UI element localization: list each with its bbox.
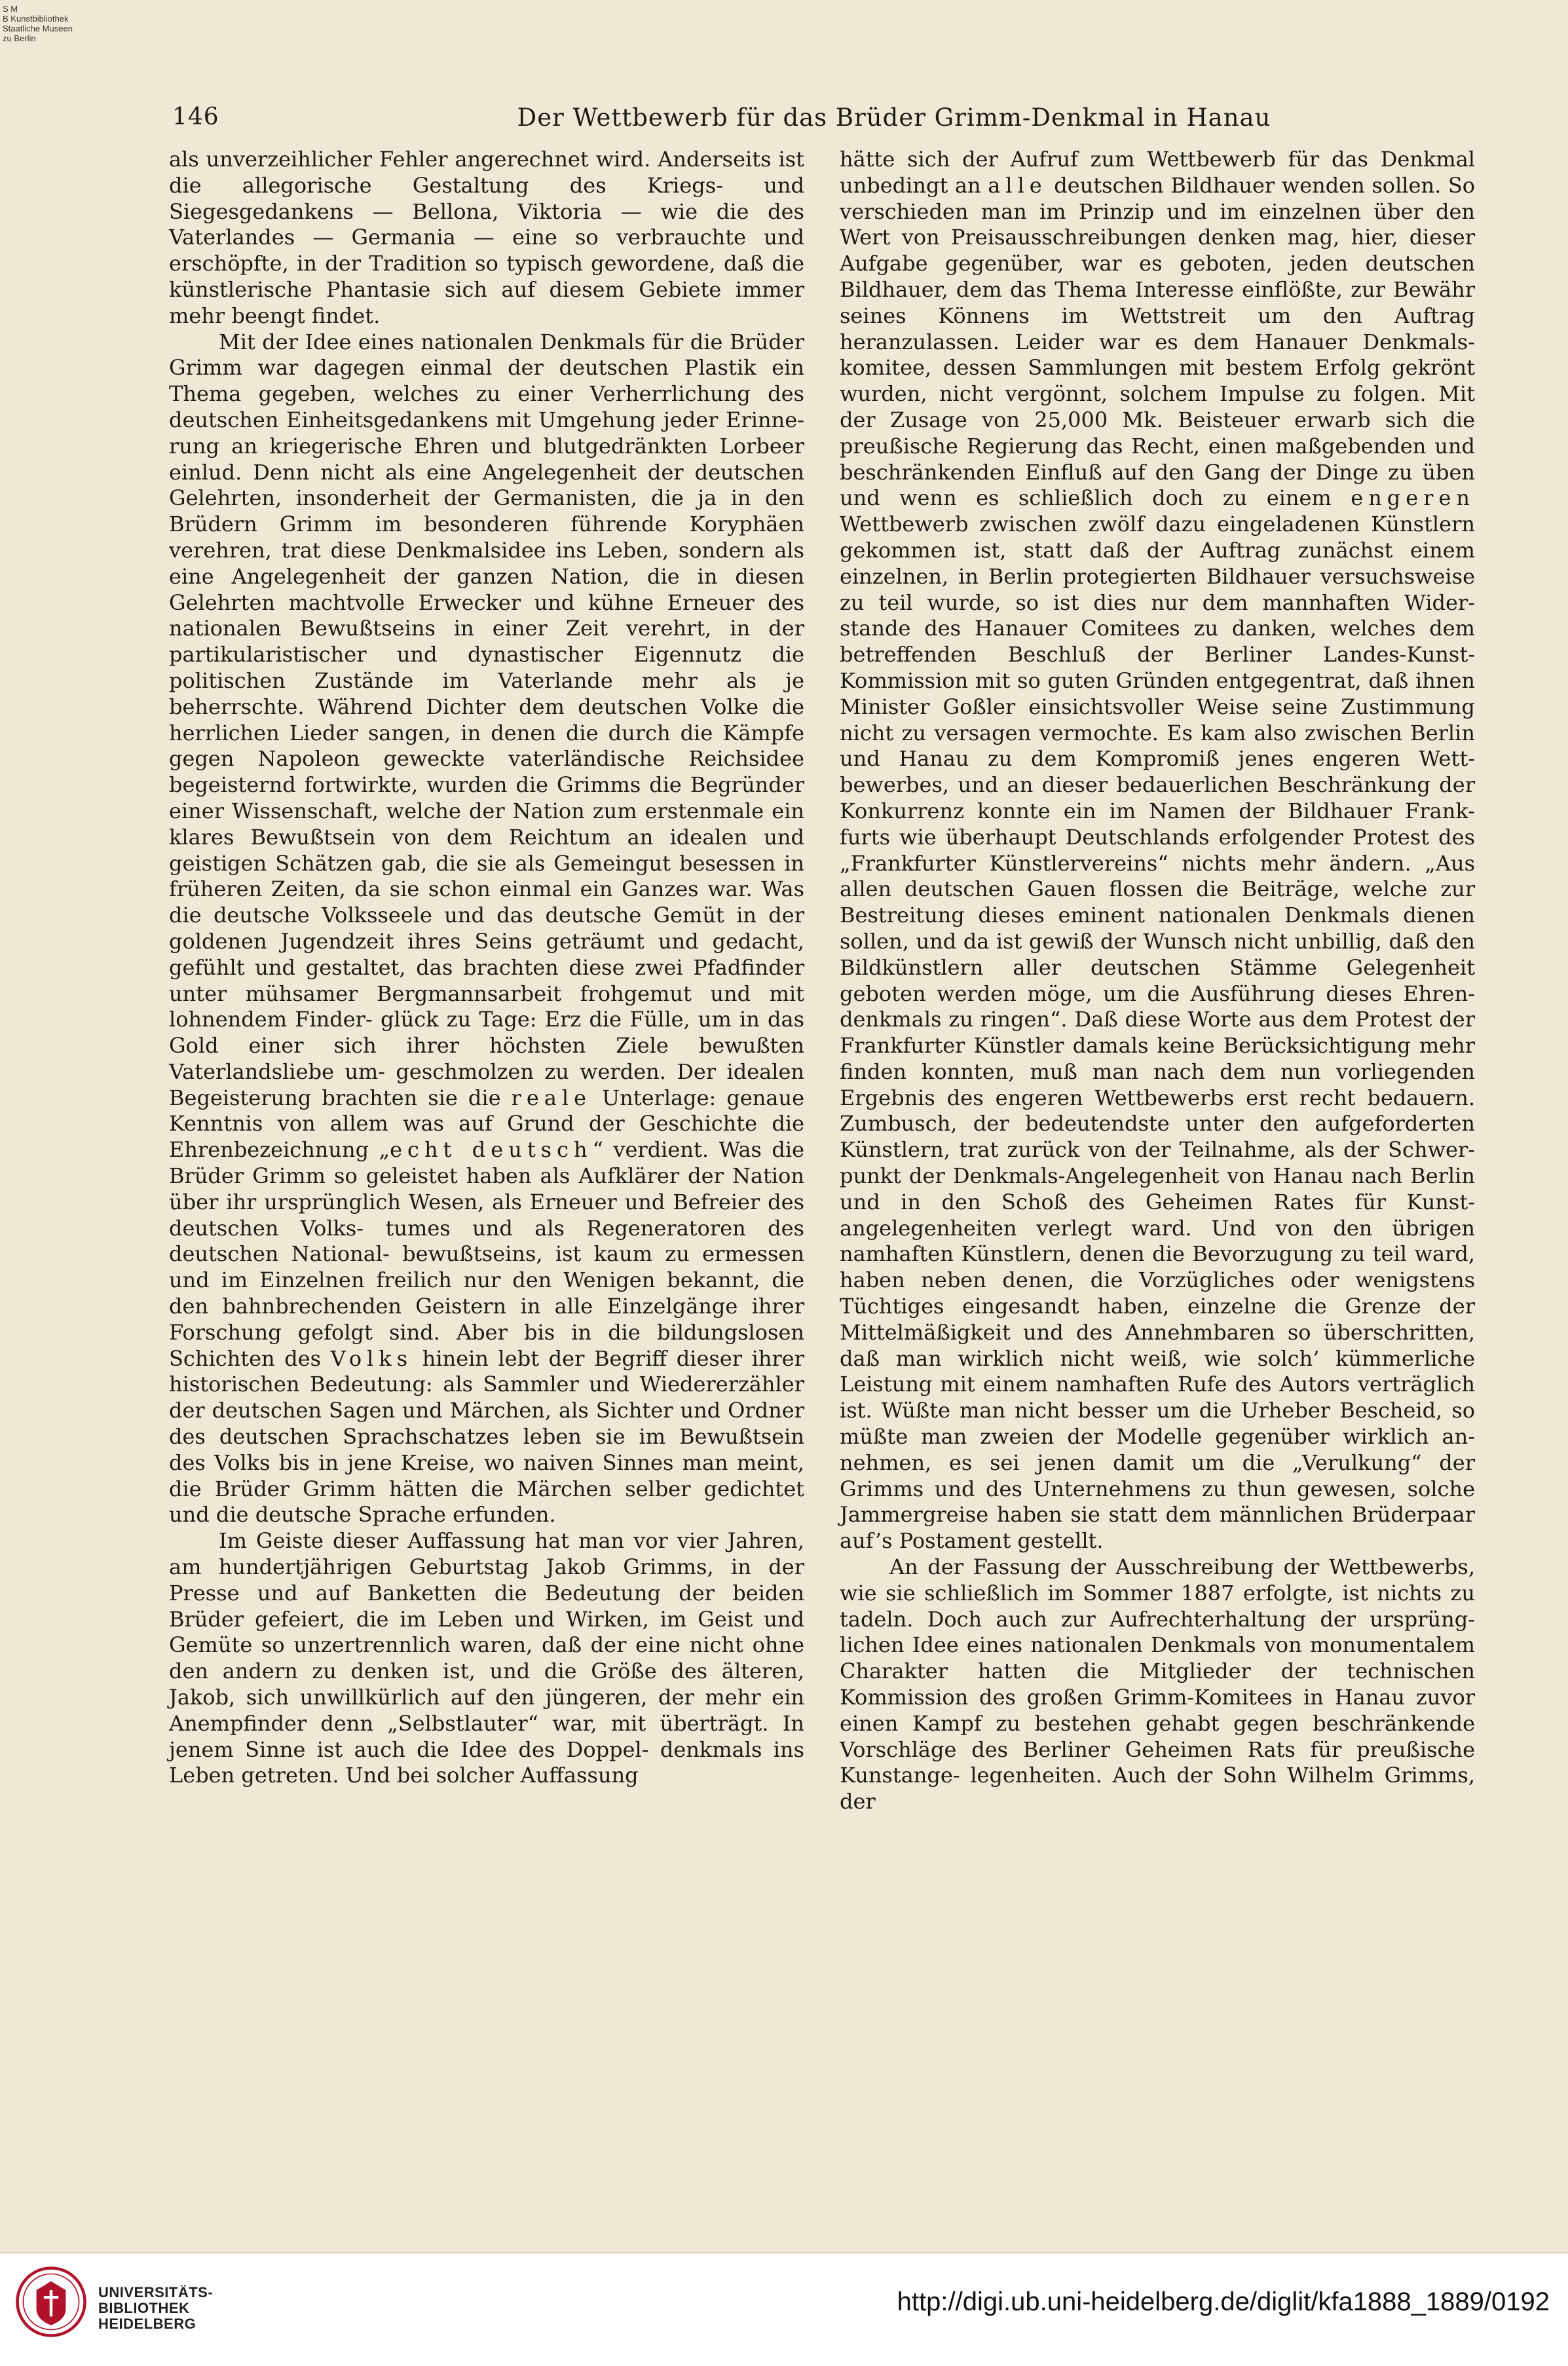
text-run: hinein lebt der Begriff dieser ihrer historischen Bedeutung: als Sammler und Wiedererzähler der deutschen Sagen und Märchen, als Sichter und Ordner des deutschen Sprachschatzes leben sie im Bewußtsein des Volks bis in jene Kreise, wo naiven Sinnes man meint, die Brüder Grimm hätten die Märchen selber gedichtet und die deutsche Sprache erfunden.: [169, 1345, 805, 1528]
paragraph: [169, 329, 804, 1529]
text-run: Unterlage: genaue Kenntnis von allem was auf Grund der Geschichte die Ehrenbezeichnung „: [169, 1085, 805, 1163]
page-number: 146: [172, 103, 219, 130]
source-url-link[interactable]: http://digi.ub.uni-heidelberg.de/diglit/kfa1888_1889/0192: [897, 2287, 1550, 2316]
library-name-line: UNIVERSITÄTS-: [98, 2284, 214, 2300]
library-name-line: BIBLIOTHEK: [98, 2300, 190, 2316]
text-run: “ verdient. Was die Brüder Grimm so geleistet haben als Aufklärer der Nation über ihr ursprünglich Wesen, als Erneuer und Befreier des deutschen Volks- tumes und als Regeneratoren des deutschen National- bewußtseins, ist kaum zu ermessen und im Einzelnen freilich nur den Wenigen bekannt, die den bahnbrechenden Geistern in alle Einzelgänge ihrer Forschung gefolgt sind. Aber bis in die bildungslosen Schichten des: [169, 1137, 805, 1371]
spaced-emphasis: echt deutsch: [390, 1137, 593, 1163]
paragraph: Im Geiste dieser Auffassung hat man vor vier Jahren, am hundertjährigen Geburtstag Jakob Grimms, in der Presse und auf Banketten die Bedeutung der beiden Brüder gefeiert, die im Leben und Wirken, im Geist und Gemüte so unzertrennlich waren, daß der eine nicht ohne den andern zu denken ist, und die Größe des älteren, Jakob, sich unwillkürlich auf den jüngeren, der mehr ein Anempfinder denn „Selbstlauter“ war, mit überträgt. In jenem Sinne ist auch die Idee des Doppel- denkmals ins Leben getreten. Und bei solcher Auffassung: [169, 1528, 804, 1788]
page-footer: [0, 2253, 1568, 2366]
right-column: [840, 147, 1475, 2033]
library-stamp: [3, 4, 73, 43]
text-run: Mit der Idee eines nationalen Denkmals für die Brüder Grimm war dagegen einmal der deutschen Plastik ein Thema gegeben, welches zu einer Verherrlichung des deutschen Einheitsgedankens mit Umgehung jeder Erinne- rung an kriegerische Ehren und blutgedränkten Lorbeer einlud. Denn nicht als eine Angelegenheit der deutschen Gelehrten, insonderheit der Germanisten, die ja in den Brüdern Grimm im besonderen führende Koryphäen verehren, trat diese Denkmalsidee ins Leben, sondern als eine Angelegenheit der ganzen Nation, die in diesen Gelehrten machtvolle Erwecker und kühne Erneuer des nationalen Bewußtseins in einer Zeit verehrt, in der partikularistischer und dynastischer Eigennutz die politischen Zustände im Vaterlande mehr als je beherrschte. Während Dichter dem deutschen Volke die herrlichen Lieder sangen, in denen die durch die Kämpfe gegen Napoleon geweckte vaterländische Reichsidee begeisternd fortwirkte, wurden die Grimms die Begründer einer Wissenschaft, welche der Nation zum erstenmale ein klares Bewußtsein von dem Reichtum an idealen und geistigen Schätzen gab, die sie als Gemeingut besessen in früheren Zeiten, da sie schon einmal ein Ganzes war. Was die deutsche Volksseele und das deutsche Gemüt in der goldenen Jugendzeit ihres Seins geträumt und gedacht, gefühlt und gestaltet, das brachten diese zwei Pfadfinder unter mühsamer Bergmannsarbeit frohgemut und mit lohnendem Finder- glück zu Tage: Erz die Fülle, um in das Gold einer sich ihrer höchsten Ziele bewußten Vaterlandsliebe um- geschmolzen zu werden. Der idealen Begeisterung brachten sie die: [169, 329, 804, 1110]
stamp-line: zu Berlin: [3, 33, 36, 43]
paragraph: An der Fassung der Ausschreibung der Wettbewerbs, wie sie schließlich im Sommer 1887 erfolgte, ist nichts zu tadeln. Doch auch zur Aufrechterhaltung der ursprüng- lichen Idee eines nationalen Denkmals von monumentalem Charakter hatten die Mitglieder der technischen Kommission des großen Grimm-Komitees in Hanau zuvor einen Kampf zu bestehen gehabt gegen beschränkende Vorschläge des Berliner Geheimen Rats für preußische Kunstange- legenheiten. Auch der Sohn Wilhelm Grimms, der: [840, 1554, 1475, 1814]
page-header: [167, 103, 1470, 136]
left-column: [169, 147, 804, 2033]
spaced-emphasis: engeren: [1351, 485, 1476, 511]
text-run: deutschen Bildhauer wenden sollen. So verschieden man im Prinzip und im einzelnen über den Wert von Preisausschreibungen denken mag, hier, dieser Aufgabe gegenüber, war es geboten, jeden deutschen Bildhauer, dem das Thema Interesse einflößte, zur Bewähr seines Könnens im Wettstreit um den Auftrag heranzulassen. Leider war es dem Hanauer Denkmals- komitee, dessen Sammlungen mit bestem Erfolg gekrönt wurden, nicht vergönnt, solchem Impulse zu folgen. Mit der Zusage von 25,000 Mk. Beisteuer erwarb sich die preußische Regierung das Recht, einen maßgebenden und beschränkenden Einfluß auf den Gang der Dinge zu üben und wenn es schließlich doch zu einem: [840, 172, 1476, 511]
spaced-emphasis: alle: [988, 172, 1047, 198]
library-name: [98, 2285, 213, 2332]
spaced-emphasis: reale: [511, 1085, 592, 1110]
university-seal-icon: [14, 2265, 88, 2338]
stamp-line: S M: [3, 4, 18, 14]
running-title: Der Wettbewerb für das Brüder Grimm-Denkmal in Hanau: [517, 103, 1271, 132]
library-name-line: HEIDELBERG: [98, 2316, 196, 2332]
paragraph: [840, 147, 1475, 1554]
stamp-line: Staatliche Museen: [3, 24, 73, 33]
spaced-emphasis: Volks: [330, 1345, 413, 1371]
stamp-line: B Kunstbibliothek: [3, 14, 69, 24]
text-run: hätte sich der Aufruf zum Wettbewerb für das Denkmal unbedingt an: [840, 147, 1475, 198]
paragraph: als unverzeihlicher Fehler angerechnet wird. Anderseits ist die allegorische Gestaltung des Kriegs- und Siegesgedankens — Bellona, Viktoria — wie die des Vaterlandes — Germania — eine so verbrauchte und erschöpfte, in der Tradition so typisch gewordene, daß die künstlerische Phantasie sich auf diesem Gebiete immer mehr beengt findet.: [169, 147, 804, 328]
text-run: Wettbewerb zwischen zwölf dazu eingeladenen Künstlern gekommen ist, statt daß der Auftrag zunächst einem einzelnen, in Berlin protegierten Bildhauer versuchsweise zu teil wurde, so ist dies nur dem mannhaften Wider- stande des Hanauer Comitees zu danken, welches dem betreffenden Beschluß der Berliner Landes-Kunst-Kommission mit so guten Gründen entgegentrat, daß ihnen Minister Goßler einsichtsvoller Weise seine Zustimmung nicht zu versagen vermochte. Es kam also zwischen Berlin und Hanau zu dem Kompromiß jenes engeren Wett- bewerbes, und an dieser bedauerlichen Beschränkung der Konkurrenz konnte ein im Namen der Bildhauer Frank- furts wie überhaupt Deutschlands erfolgender Protest des „Frankfurter Künstlervereins“ nichts mehr ändern. „Aus allen deutschen Gauen flossen die Beiträge, welche zur Bestreitung dieses eminent nationalen Denkmals dienen sollen, und da ist gewiß der Wunsch nicht unbillig, daß den Bildkünstlern aller deutschen Stämme Gelegenheit geboten werden möge, um die Ausführung dieses Ehren- denkmals zu ringen“. Daß diese Worte aus dem Protest der Frankfurter Künstler damals keine Berücksichtigung mehr finden konnten, muß man nach dem nun vorliegenden Ergebnis des engeren Wettbewerbs erst recht bedauern. Zumbusch, der bedeutendste unter den aufgeforderten Künstlern, trat zurück von der Teilnahme, als der Schwer- punkt der Denkmals-Angelegenheit von Hanau nach Berlin und in den Schoß des Geheimen Rates für Kunst- angelegenheiten verlegt ward. Und von den übrigen namhaften Künstlern, denen die Bevorzugung zu teil ward, haben neben denen, die Vorzügliches oder wenigstens Tüchtiges eingesandt haben, einzelne die Grenze der Mittelmäßigkeit und des Annehmbaren so überschritten, daß man wirklich nicht weiß, wie solch’ kümmerliche Leistung mit einem namhaften Rufe des Autors verträglich ist. Wüßte man nicht besser um die Urheber Bescheid, so müßte man zweien der Modelle gegenüber wirklich an- nehmen, es sei jenen damit um die „Verulkung“ der Grimms und des Unternehmens zu thun gewesen, solche Jammergreise haben sie statt dem männlichen Brüderpaar auf’s Postament gestellt.: [840, 512, 1475, 1554]
